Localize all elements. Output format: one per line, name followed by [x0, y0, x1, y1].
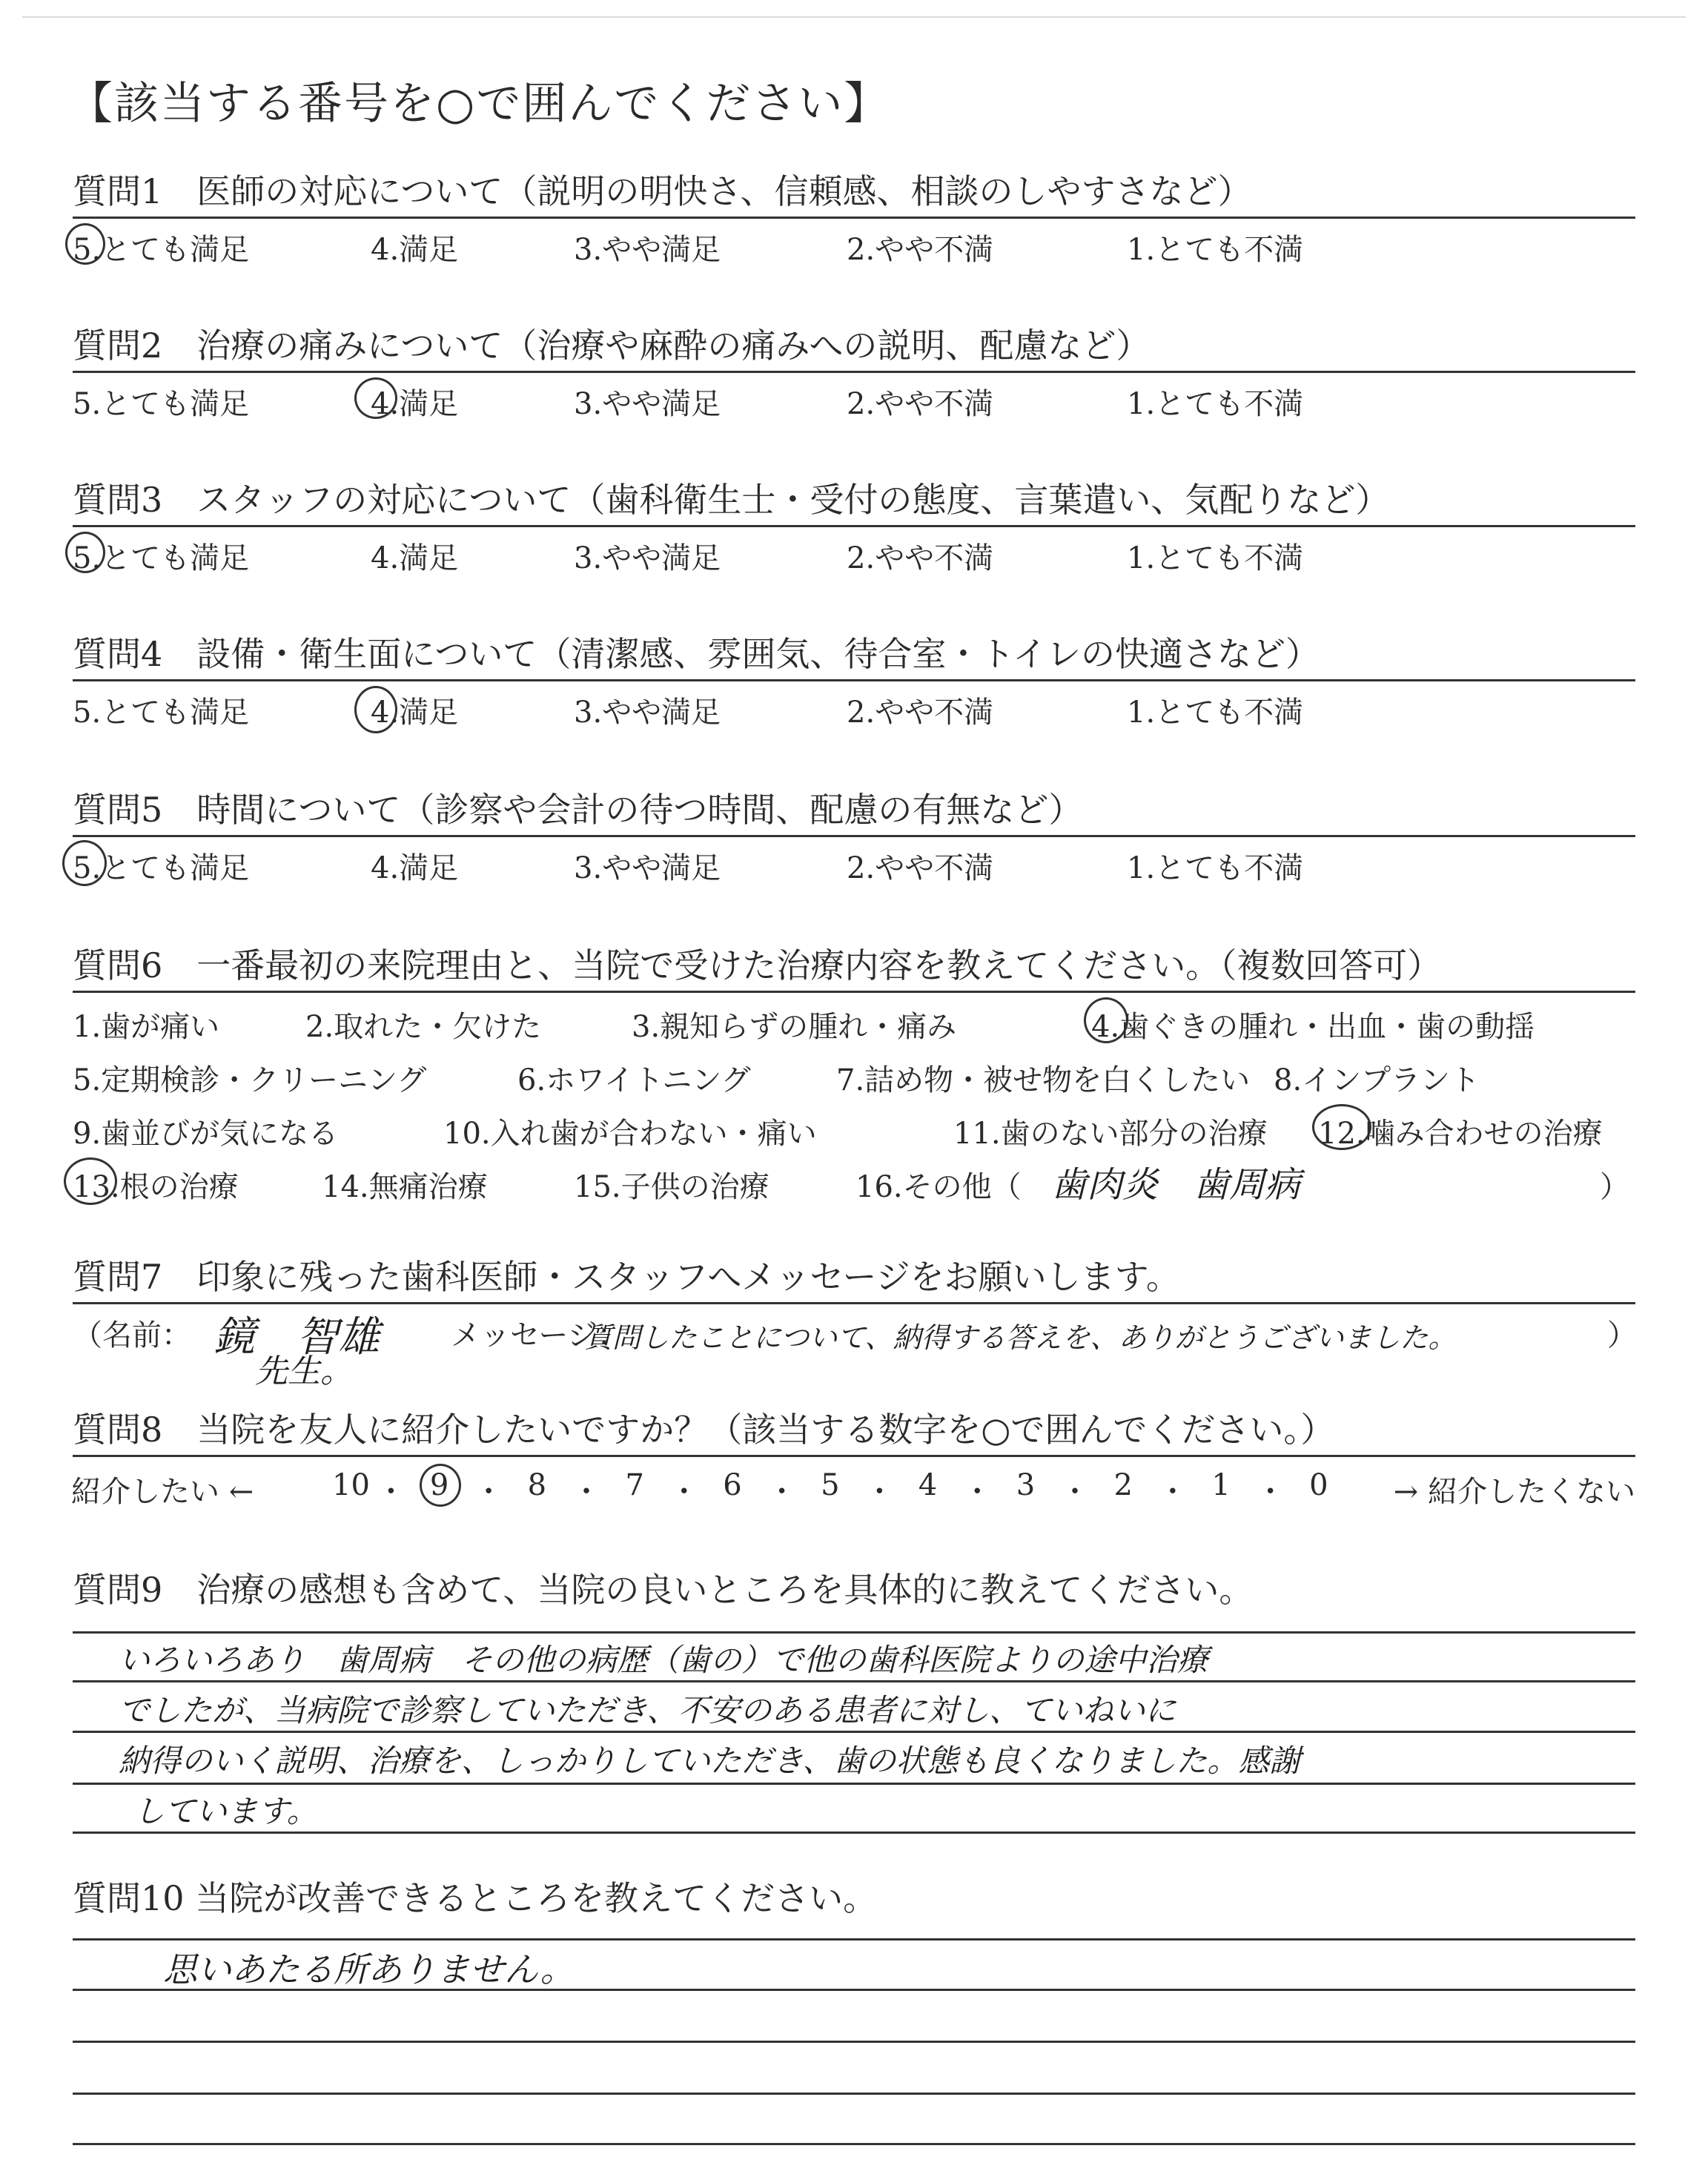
question-1-options	[73, 222, 1635, 266]
answer-rule	[73, 2143, 1635, 2145]
message-text[interactable]: 質問したことについて、納得する答えを、ありがとうございました。	[584, 1321, 1457, 1354]
option-1[interactable]: 1.とても不満	[1127, 851, 1304, 885]
referral-number-2[interactable]: 2	[1113, 1468, 1133, 1502]
option-4[interactable]: 4.満足	[371, 387, 459, 421]
reason-option-15[interactable]: 15.子供の治療	[574, 1170, 769, 1204]
referral-number-7[interactable]: 7	[625, 1468, 644, 1502]
question-4	[73, 630, 1635, 729]
reason-option-10[interactable]: 10.入れ歯が合わない・痛い	[443, 1117, 817, 1151]
answer-rule	[73, 2093, 1635, 2095]
other-reason-text[interactable]: 歯肉炎 歯周病	[1051, 1164, 1301, 1206]
question-4-rule	[73, 679, 1635, 681]
question-5	[73, 786, 1635, 885]
question-5-rule	[73, 835, 1635, 837]
q9-answer-line-2[interactable]: でしたが、当病院で診察していただき、不安のある患者に対し、ていねいに	[119, 1692, 1176, 1728]
referral-right-label: → 紹介したくない	[1393, 1475, 1635, 1509]
reason-option-4[interactable]: 4.歯ぐきの腫れ・出血・歯の動揺	[1091, 1010, 1535, 1044]
option-3[interactable]: 3.やや満足	[574, 233, 721, 267]
reason-option-3[interactable]: 3.親知らずの腫れ・痛み	[632, 1010, 957, 1044]
question-5-options	[73, 840, 1635, 885]
referral-separator: ・	[1255, 1475, 1285, 1509]
referral-separator: ・	[474, 1475, 504, 1509]
reason-option-11[interactable]: 11.歯のない部分の治療	[953, 1117, 1268, 1151]
question-3-options	[73, 530, 1635, 575]
reason-option-16[interactable]: 16.その他（	[855, 1170, 1022, 1204]
question-1-rule	[73, 217, 1635, 219]
referral-separator: ・	[767, 1475, 797, 1509]
referral-separator: ・	[1157, 1475, 1188, 1509]
option-4[interactable]: 4.満足	[371, 233, 459, 267]
question-6-row-3	[73, 1100, 1635, 1153]
question-8-title: 質問8 当院を友人に紹介したいですか？（該当する数字を○で囲んでください。）	[73, 1410, 1335, 1450]
question-3-rule	[73, 525, 1635, 527]
question-9	[73, 1566, 1635, 1614]
q9-answer-line-1[interactable]: いろいろあり 歯周病 その他の病歴（歯の）で他の歯科医院よりの途中治療	[119, 1642, 1209, 1678]
reason-option-8[interactable]: 8.インプラント	[1274, 1063, 1480, 1097]
question-8-rule	[73, 1455, 1635, 1457]
referral-separator: ・	[864, 1475, 895, 1509]
option-3[interactable]: 3.やや満足	[574, 851, 721, 885]
referral-number-10[interactable]: 10	[332, 1468, 370, 1502]
question-7-title: 質問7 印象に残った歯科医師・スタッフへメッセージをお願いします。	[73, 1257, 1180, 1297]
doctor-suffix: 先生。	[255, 1353, 353, 1390]
question-7-message-row	[73, 1304, 1637, 1390]
doctor-name[interactable]: 鏡 智雄	[214, 1313, 380, 1361]
question-6-row-2	[73, 1046, 1635, 1100]
question-1-title: 質問1 医師の対応について（説明の明快さ、信頼感、相談のしやすさなど）	[73, 171, 1252, 211]
q9-answer-line-3[interactable]: 納得のいく説明、治療を、しっかりしていただき、歯の状態も良くなりました。感謝	[119, 1743, 1301, 1779]
option-5[interactable]: 5.とても満足	[73, 387, 250, 421]
question-9-title: 質問9 治療の感想も含めて、当院の良いところを具体的に教えてください。	[73, 1570, 1254, 1610]
reason-option-7[interactable]: 7.詰め物・被せ物を白くしたい	[836, 1063, 1251, 1097]
answer-rule	[73, 1832, 1635, 1834]
option-3[interactable]: 3.やや満足	[574, 696, 721, 730]
option-2[interactable]: 2.やや不満	[847, 541, 994, 575]
reason-option-14[interactable]: 14.無痛治療	[322, 1170, 488, 1204]
option-5[interactable]: 5.とても満足	[73, 696, 250, 730]
referral-number-4[interactable]: 4	[918, 1468, 938, 1502]
question-2-options	[73, 376, 1635, 420]
reason-option-1[interactable]: 1.歯が痛い	[73, 1010, 220, 1044]
option-2[interactable]: 2.やや不満	[847, 233, 994, 267]
option-1[interactable]: 1.とても不満	[1127, 233, 1304, 267]
option-5[interactable]: 5.とても満足	[73, 851, 250, 885]
reason-option-6[interactable]: 6.ホワイトニング	[517, 1063, 751, 1097]
answer-rule	[73, 1680, 1635, 1682]
option-4[interactable]: 4.満足	[371, 696, 459, 730]
question-6-row-1	[73, 993, 1635, 1046]
answer-rule	[73, 2041, 1635, 2043]
question-10-title: 質問10 当院が改善できるところを教えてください。	[73, 1878, 878, 1918]
answer-rule	[73, 1731, 1635, 1733]
reason-option-9[interactable]: 9.歯並びが気になる	[73, 1117, 339, 1151]
option-2[interactable]: 2.やや不満	[847, 387, 994, 421]
reason-option-13[interactable]: 13.根の治療	[73, 1170, 239, 1204]
reason-option-12[interactable]: 12.噛み合わせの治療	[1318, 1117, 1603, 1151]
option-1[interactable]: 1.とても不満	[1127, 541, 1304, 575]
referral-separator: ・	[571, 1475, 601, 1509]
option-5[interactable]: 5.とても満足	[73, 233, 250, 267]
question-8	[73, 1406, 1635, 1457]
referral-scale	[73, 1468, 1635, 1513]
reason-option-2[interactable]: 2.取れた・欠けた	[305, 1010, 542, 1044]
answer-rule	[73, 1783, 1635, 1785]
question-2-title: 質問2 治療の痛みについて（治療や麻酔の痛みへの説明、配慮など）	[73, 326, 1151, 366]
referral-number-0[interactable]: 0	[1309, 1468, 1328, 1502]
question-4-title: 質問4 設備・衛生面について（清潔感、雰囲気、待合室・トイレの快適さなど）	[73, 634, 1320, 674]
referral-left-label: 紹介したい ←	[71, 1475, 254, 1509]
question-6-row-4	[73, 1153, 1635, 1206]
referral-number-8[interactable]: 8	[527, 1468, 547, 1502]
question-1	[73, 168, 1635, 266]
question-6-title: 質問6 一番最初の来院理由と、当院で受けた治療内容を教えてください。（複数回答可）	[73, 945, 1442, 985]
question-7	[73, 1253, 1637, 1390]
option-4[interactable]: 4.満足	[371, 851, 459, 885]
question-2	[73, 322, 1635, 420]
referral-number-5[interactable]: 5	[821, 1468, 840, 1502]
name-label: （名前：	[73, 1318, 191, 1353]
referral-number-1[interactable]: 1	[1211, 1468, 1231, 1502]
other-close-paren: ）	[1600, 1170, 1629, 1204]
answer-rule	[73, 1938, 1635, 1941]
referral-number-3[interactable]: 3	[1016, 1468, 1036, 1502]
question-4-options	[73, 684, 1635, 729]
question-5-title: 質問5 時間について（診察や会計の待つ時間、配慮の有無など）	[73, 790, 1083, 830]
question-3-title: 質問3 スタッフの対応について（歯科衛生士・受付の態度、言葉遣い、気配りなど）	[73, 480, 1390, 520]
option-2[interactable]: 2.やや不満	[847, 851, 994, 885]
reason-option-5[interactable]: 5.定期検診・クリーニング	[73, 1063, 427, 1097]
option-1[interactable]: 1.とても不満	[1127, 696, 1304, 730]
question-2-rule	[73, 371, 1635, 373]
option-1[interactable]: 1.とても不満	[1127, 387, 1304, 421]
referral-separator: ・	[1060, 1475, 1090, 1509]
question-10	[73, 1875, 1635, 1922]
option-5[interactable]: 5.とても満足	[73, 541, 250, 575]
referral-numbers	[332, 1468, 1407, 1513]
option-3[interactable]: 3.やや満足	[574, 387, 721, 421]
referral-separator: ・	[376, 1475, 406, 1509]
option-3[interactable]: 3.やや満足	[574, 541, 721, 575]
referral-number-9[interactable]: 9	[429, 1468, 449, 1502]
message-close-paren: ）	[1607, 1318, 1637, 1353]
question-3	[73, 476, 1635, 575]
top-border	[22, 16, 1686, 18]
page-heading: 【該当する番号を○で囲んでください】	[68, 78, 890, 130]
option-4[interactable]: 4.満足	[371, 541, 459, 575]
selection-circle	[420, 1464, 461, 1507]
option-2[interactable]: 2.やや不満	[847, 696, 994, 730]
referral-separator: ・	[962, 1475, 993, 1509]
referral-number-6[interactable]: 6	[723, 1468, 742, 1502]
question-6	[73, 942, 1635, 1206]
message-label: メッセージ：	[451, 1318, 627, 1353]
q9-answer-line-4[interactable]: しています。	[133, 1793, 318, 1829]
answer-rule	[73, 1631, 1635, 1634]
q10-answer-line-1[interactable]: 思いあたる所ありません。	[163, 1949, 575, 1989]
referral-separator: ・	[669, 1475, 699, 1509]
